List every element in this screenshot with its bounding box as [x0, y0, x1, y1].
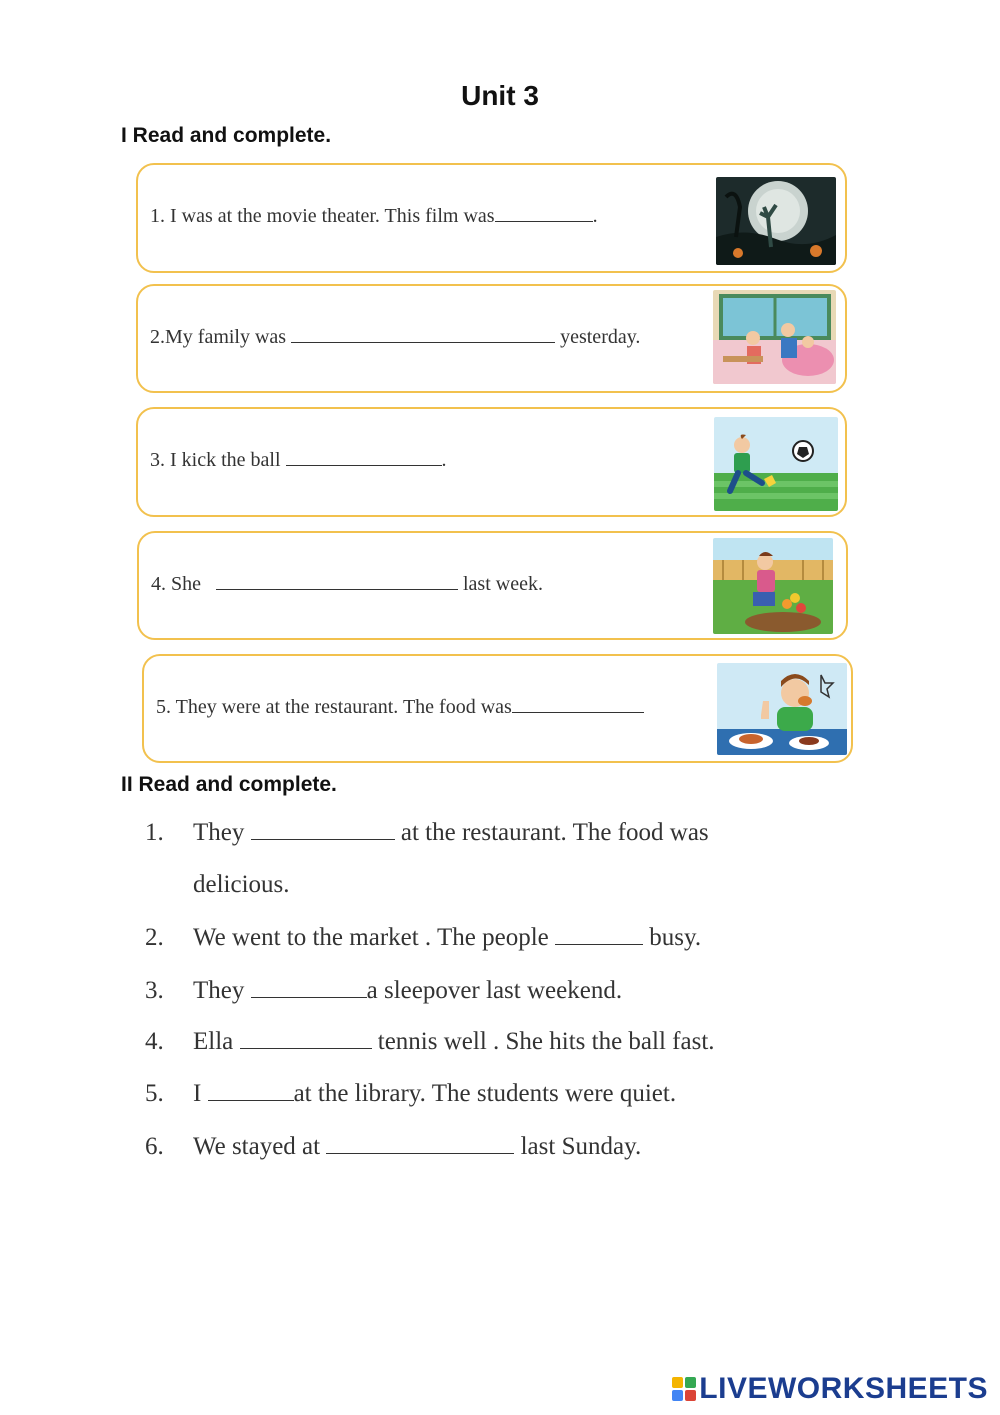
list-item: [145, 1080, 676, 1108]
exercise-card-3: [136, 407, 847, 517]
card-sentence: [150, 447, 447, 472]
list-item: [145, 1133, 641, 1161]
sentence-text-before: 5. They were at the restaurant. The food was: [156, 696, 512, 718]
item-number: 1.: [145, 819, 164, 846]
card-sentence: [151, 571, 543, 596]
logo-square: [685, 1377, 696, 1388]
answer-blank[interactable]: [208, 1080, 294, 1101]
exercise-card-2: [136, 284, 847, 393]
family-at-home-image: [713, 290, 836, 384]
item-text-after: busy.: [643, 924, 702, 951]
sentence-text-after: last week.: [458, 573, 543, 595]
haunted-graveyard-moon-image: [716, 177, 836, 265]
liveworksheets-logo: [672, 1371, 988, 1407]
answer-blank[interactable]: [495, 203, 593, 222]
section-2-heading: II Read and complete.: [121, 773, 337, 796]
logo-square: [685, 1390, 696, 1401]
logo-square: [672, 1390, 683, 1401]
item-number: 3.: [145, 977, 164, 1004]
sentence-text-before: 4. She: [151, 573, 206, 595]
list-item: [145, 977, 622, 1005]
answer-blank[interactable]: [251, 819, 395, 840]
sentence-text-before: 3. I kick the ball: [150, 449, 286, 471]
card-sentence: [150, 324, 640, 349]
section-1-heading: I Read and complete.: [121, 124, 332, 147]
list-item: [145, 819, 709, 847]
sentence-text-before: 2.My family was: [150, 326, 292, 348]
answer-blank[interactable]: [512, 694, 644, 713]
sentence-text-before: 1. I was at the movie theater. This film was: [150, 205, 495, 227]
girl-planting-flowers-image: [713, 538, 833, 634]
logo-square: [672, 1377, 683, 1388]
item-text-before: We stayed at: [193, 1133, 327, 1160]
sentence-text-after: .: [592, 205, 598, 227]
item-text-before: Ella: [193, 1028, 240, 1055]
answer-blank[interactable]: [291, 324, 555, 343]
answer-blank[interactable]: [555, 924, 643, 945]
exercise-card-5: [142, 654, 853, 763]
answer-blank[interactable]: [216, 571, 458, 590]
list-item: [145, 1028, 715, 1056]
item-number: 2.: [145, 924, 164, 951]
exercise-card-1: [136, 163, 847, 273]
exercise-card-4: [137, 531, 848, 640]
sentence-text-after: yesterday.: [555, 326, 641, 348]
item-text-before: I: [193, 1080, 208, 1107]
item-text-after: a sleepover last weekend.: [366, 977, 623, 1004]
page-title: Unit 3: [461, 80, 539, 111]
brand-text: LIVEWORKSHEETS: [699, 1372, 988, 1405]
item-text-after: at the library. The students were quiet.: [293, 1080, 677, 1107]
item-number: 5.: [145, 1080, 164, 1107]
liveworksheets-logo-icon: [672, 1377, 696, 1401]
list-item: [145, 871, 290, 899]
sentence-text-after: .: [441, 449, 447, 471]
item-text-before: They: [193, 977, 251, 1004]
item-text-before: We went to the market . The people: [193, 924, 555, 951]
item-text-before: They: [193, 819, 251, 846]
boy-kicking-ball-image: [714, 417, 838, 511]
answer-blank[interactable]: [286, 447, 442, 466]
item-text-before: delicious.: [193, 871, 290, 898]
boy-eating-food-image: [717, 663, 847, 755]
item-text-after: tennis well . She hits the ball fast.: [371, 1028, 715, 1055]
answer-blank[interactable]: [251, 977, 367, 998]
item-text-after: last Sunday.: [514, 1133, 642, 1160]
answer-blank[interactable]: [240, 1028, 372, 1049]
card-sentence: [150, 203, 598, 228]
item-number: 4.: [145, 1028, 164, 1055]
card-sentence: [156, 694, 644, 719]
item-text-after: at the restaurant. The food was: [394, 819, 709, 846]
answer-blank[interactable]: [326, 1133, 514, 1154]
list-item: [145, 924, 701, 952]
item-number: 6.: [145, 1133, 164, 1160]
